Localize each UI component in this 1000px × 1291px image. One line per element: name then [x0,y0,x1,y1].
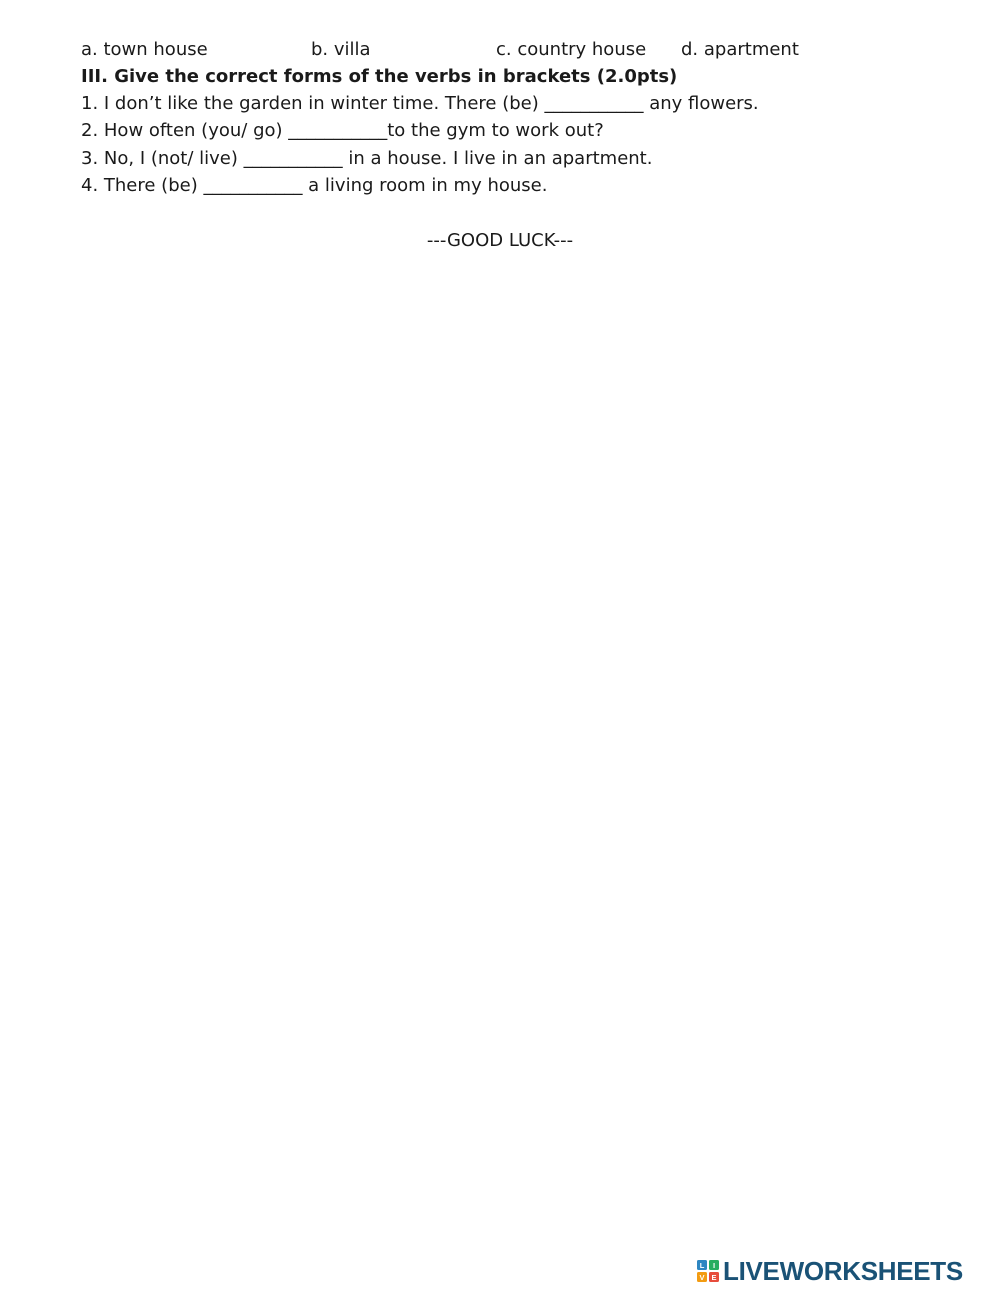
question-3 [81,146,652,172]
answer-blank[interactable]: ___________ [288,120,388,141]
answer-blank[interactable]: ___________ [243,148,343,169]
answer-blank[interactable]: ___________ [544,93,644,114]
option-c: c. country house [496,39,647,60]
question-text: 2. How often (you/ go) [81,120,289,141]
question-text: in a house. I live in an apartment. [342,148,653,169]
option-a: a. town house [81,39,208,60]
section-heading: III. Give the correct forms of the verbs in brackets (2.0pts) [81,66,678,87]
option-b: b. villa [311,39,371,60]
question-4 [81,173,547,199]
liveworksheets-logo-icon [697,1260,719,1282]
question-1 [81,91,759,117]
good-luck-message: ---GOOD LUCK--- [426,230,574,251]
question-text: a living room in my house. [302,175,548,196]
option-d: d. apartment [681,39,799,60]
question-text: 3. No, I (not/ live) [81,148,244,169]
svg-text:I: I [712,1261,716,1270]
question-text: to the gym to work out? [387,120,604,141]
answer-blank[interactable]: ___________ [203,175,303,196]
svg-text:V: V [699,1273,705,1282]
question-text: 1. I don’t like the garden in winter time. There (be) [81,93,545,114]
question-2 [81,118,604,144]
brand-name: LIVEWORKSHEETS [723,1256,963,1286]
question-text: 4. There (be) [81,175,204,196]
svg-text:E: E [711,1273,717,1282]
question-text: any flowers. [643,93,759,114]
svg-text:L: L [699,1261,705,1270]
answer-options [0,37,1000,63]
